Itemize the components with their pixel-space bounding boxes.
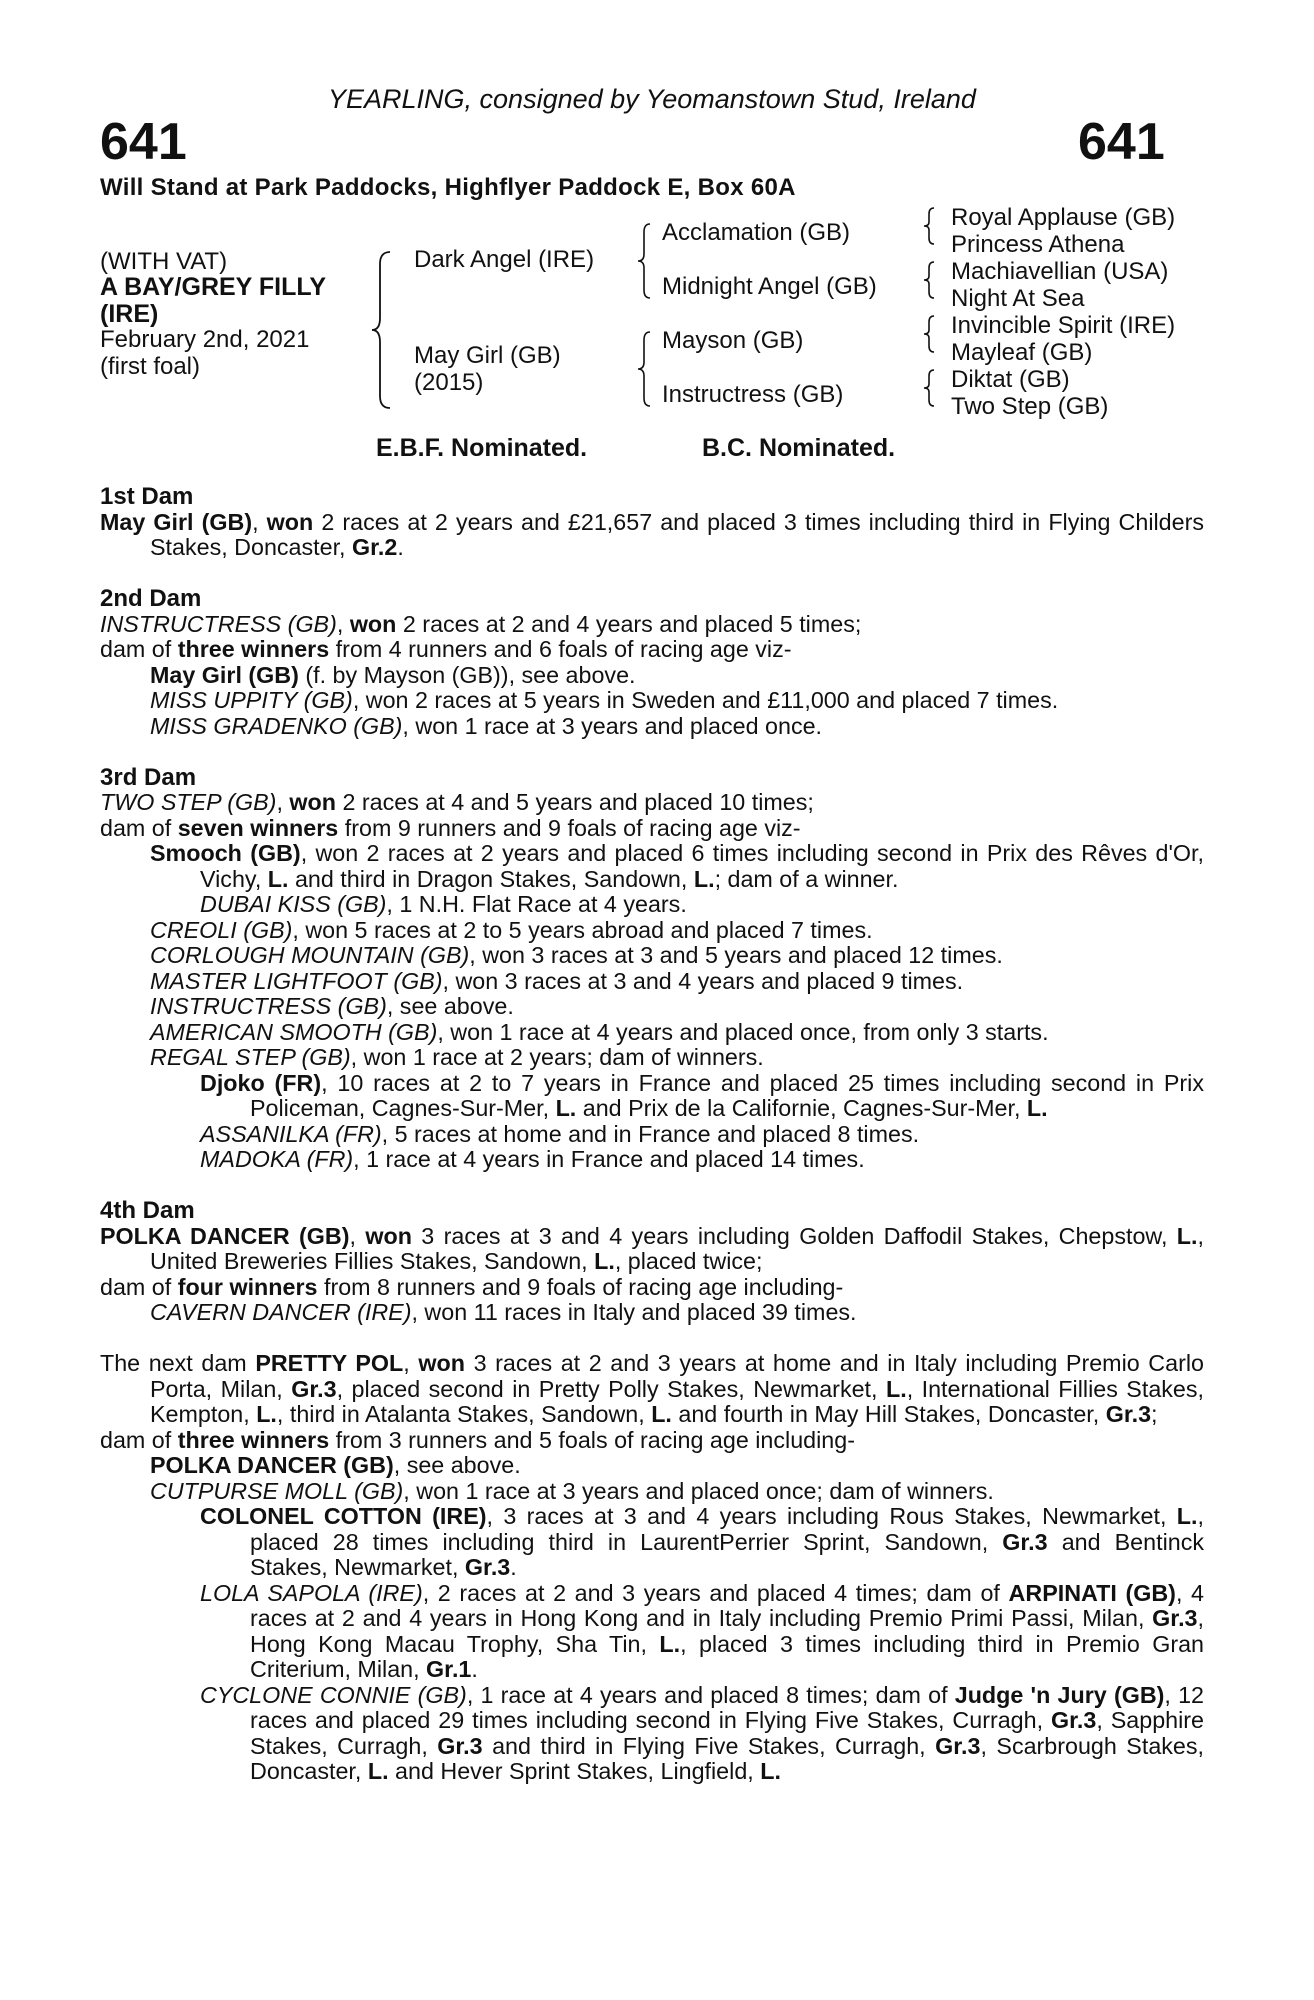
list-item: May Girl (GB) (f. by Mayson (GB)), see above.: [150, 661, 636, 688]
list-item: CUTPURSE MOLL (GB), won 1 race at 3 years and placed once; dam of winners.: [150, 1477, 994, 1504]
first-foal-note: (first foal): [100, 353, 201, 380]
vat-note: (WITH VAT): [100, 248, 228, 275]
list-item: Smooch (GB), won 2 races at 2 years and placed 6 times including second in Prix des Rêves d'Or, Vichy, L. and third in Dragon Stakes, Sandown, L.; dam of a winner.: [150, 840, 1204, 892]
list-item: INSTRUCTRESS (GB), see above.: [150, 993, 514, 1019]
pedigree-brace-ss: [922, 206, 936, 246]
list-item: MASTER LIGHTFOOT (GB), won 3 races at 3 and 4 years and placed 9 times.: [150, 967, 964, 994]
list-item: Djoko (FR), 10 races at 2 to 7 years in France and placed 25 times including second in Prix Policeman, Cagnes-Sur-Mer, L. and Prix de la Californie, Cagnes-Sur-Mer, L.: [200, 1069, 1204, 1121]
pedigree-sds: Machiavellian (USA): [951, 258, 1169, 285]
lot-number-right: 641: [1078, 113, 1165, 171]
pedigree-brace-main: [370, 250, 392, 410]
next-dam-produce: dam of three winners from 3 runners and 5 foals of racing age including-: [100, 1426, 855, 1453]
pedigree-dsd: Mayleaf (GB): [951, 339, 1093, 366]
list-item: MADOKA (FR), 1 race at 4 years in France and placed 14 times.: [200, 1146, 865, 1172]
pedigree-dam-sire: Mayson (GB): [662, 327, 804, 354]
pedigree-dam: May Girl (GB): [414, 342, 561, 369]
list-item: MISS UPPITY (GB), won 2 races at 5 years in Sweden and £11,000 and placed 7 times.: [150, 687, 1059, 713]
foaling-date: February 2nd, 2021: [100, 326, 310, 353]
list-item: CYCLONE CONNIE (GB), 1 race at 4 years and placed 8 times; dam of Judge 'n Jury (GB), 12 races and placed 29 times including second in Flying Five Stakes, Curragh, Gr.3, Sapphire Stakes, Curragh, Gr.3 and third in Flying Five Stakes, Curragh, Gr.3, Scarbrough Stakes, Doncaster, L. and Hever Sprint Stakes, Lingfield, L.: [200, 1681, 1205, 1784]
next-dam-record: The next dam PRETTY POL, won 3 races at 2 and 3 years at home and in Italy including Premio Carlo Porta, Milan, Gr.3, placed second in Pretty Polly Stakes, Newmarket, L., International Fillies Stakes, Kempton, L., third in Atalanta Stakes, Sandown, L. and fourth in May Hill Stakes, Doncaster, Gr.3;: [100, 1350, 1204, 1427]
ebf-nomination: E.B.F. Nominated.: [376, 434, 588, 462]
horse-name-line2: (IRE): [100, 300, 159, 328]
list-item: REGAL STEP (GB), won 1 race at 2 years; dam of winners.: [150, 1044, 764, 1070]
pedigree-brace-dam: [636, 330, 652, 408]
pedigree-dss: Invincible Spirit (IRE): [951, 312, 1176, 339]
third-dam-produce: dam of seven winners from 9 runners and 9 foals of racing age viz-: [100, 814, 801, 841]
third-dam-record: TWO STEP (GB), won 2 races at 4 and 5 years and placed 10 times;: [100, 789, 814, 815]
pedigree-brace-sd: [922, 260, 936, 300]
fourth-dam-produce: dam of four winners from 8 runners and 9 foals of racing age including-: [100, 1273, 844, 1300]
second-dam-produce: dam of three winners from 4 runners and 6 foals of racing age viz-: [100, 636, 792, 662]
list-item: MISS GRADENKO (GB), won 1 race at 3 years and placed once.: [150, 712, 823, 739]
list-item: DUBAI KISS (GB), 1 N.H. Flat Race at 4 years.: [200, 891, 687, 917]
catalogue-subtitle: YEARLING, consigned by Yeomanstown Stud, Ireland: [328, 84, 976, 114]
second-dam-heading: 2nd Dam: [100, 585, 202, 612]
list-item: POLKA DANCER (GB), see above.: [150, 1452, 521, 1478]
pedigree-sss: Royal Applause (GB): [951, 204, 1176, 231]
produce-record: [100, 484, 1204, 1785]
pedigree-dam-year: (2015): [414, 369, 484, 396]
list-item: ASSANILKA (FR), 5 races at home and in France and placed 8 times.: [200, 1120, 920, 1147]
list-item: CORLOUGH MOUNTAIN (GB), won 3 races at 3 and 5 years and placed 12 times.: [150, 942, 1003, 968]
first-dam-name: May Girl (GB): [100, 508, 253, 535]
pedigree-dds: Diktat (GB): [951, 366, 1070, 393]
lot-number-left: 641: [100, 113, 187, 171]
list-item: LOLA SAPOLA (IRE), 2 races at 2 and 3 years and placed 4 times; dam of ARPINATI (GB), 4 races at 2 and 4 years in Hong Kong and in Italy including Premio Primi Passi, Milan, Gr.3, Hong Kong Macau Trophy, Sha Tin, L., placed 3 times including third in Premio Gran Criterium, Milan, Gr.1.: [200, 1579, 1205, 1682]
pedigree-brace-dd: [922, 368, 936, 408]
horse-name-line1: A BAY/GREY FILLY: [100, 273, 326, 301]
pedigree-sire-sire: Acclamation (GB): [662, 219, 851, 246]
fourth-dam-heading: 4th Dam: [100, 1197, 195, 1224]
list-item: CAVERN DANCER (IRE), won 11 races in Italy and placed 39 times.: [150, 1299, 857, 1325]
list-item: CREOLI (GB), won 5 races at 2 to 5 years abroad and placed 7 times.: [150, 916, 873, 943]
pedigree-sire-dam: Midnight Angel (GB): [662, 273, 877, 300]
fourth-dam-record: POLKA DANCER (GB), won 3 races at 3 and 4 years including Golden Daffodil Stakes, Chepstow, L., United Breweries Fillies Stakes, Sandown, L., placed twice;: [100, 1222, 1204, 1274]
list-item: COLONEL COTTON (IRE), 3 races at 3 and 4 years including Rous Stakes, Newmarket, L., placed 28 times including third in LaurentPerrier Sprint, Sandown, Gr.3 and Bentinck Stakes, Newmarket, Gr.3.: [200, 1503, 1205, 1580]
pedigree-sdd: Night At Sea: [951, 285, 1085, 312]
second-dam-record: INSTRUCTRESS (GB), won 2 races at 2 and 4 years and placed 5 times;: [100, 610, 862, 637]
bc-nomination: B.C. Nominated.: [702, 434, 896, 462]
pedigree-sire: Dark Angel (IRE): [414, 246, 595, 273]
pedigree-dam-dam: Instructress (GB): [662, 381, 844, 408]
list-item: AMERICAN SMOOTH (GB), won 1 race at 4 years and placed once, from only 3 starts.: [150, 1018, 1049, 1045]
pedigree-brace-ds: [922, 314, 936, 354]
first-dam-heading: 1st Dam: [100, 483, 194, 510]
first-dam-record: May Girl (GB), won 2 races at 2 years and £21,657 and placed 3 times including third in Flying Childers Stakes, Doncaster, Gr.2.: [100, 508, 1204, 560]
third-dam-heading: 3rd Dam: [100, 763, 197, 791]
pedigree-ddd: Two Step (GB): [951, 393, 1109, 420]
pedigree-brace-sire: [636, 222, 652, 300]
stand-location: Will Stand at Park Paddocks, Highflyer Paddock E, Box 60A: [100, 174, 796, 201]
pedigree-ssd: Princess Athena: [951, 231, 1125, 258]
